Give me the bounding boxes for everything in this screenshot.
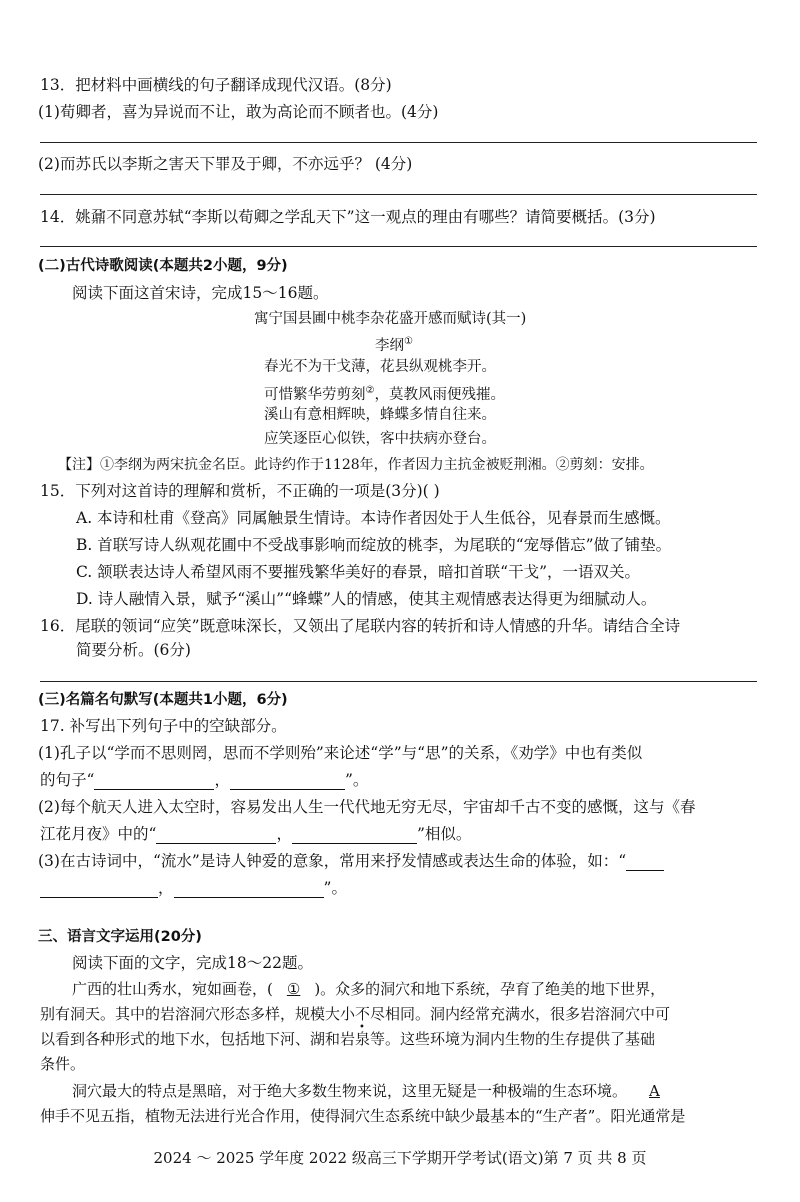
- poet: [375, 332, 413, 356]
- passage-p1-line1: [72, 979, 665, 999]
- q15-stem: 15．下列对这首诗的理解和赏析，不正确的一项是(3分)( ): [40, 482, 440, 500]
- q17-item-1-a: (1)孔子以“学而不思则罔，思而不学则殆”来论述“学”与“思”的关系，《劝学》中也有类似: [38, 744, 643, 762]
- q15-option-a: A. 本诗和杜甫《登高》同属触景生情诗。本诗作者因处于人生低谷，见春景而生感慨。: [76, 509, 671, 527]
- passage-p1-line3-a: 以看到各种形式的地下水，包括地下河、湖和岩: [40, 1030, 356, 1048]
- poem-line-2: [264, 381, 505, 405]
- fill-blank[interactable]: [94, 773, 214, 790]
- poem-line-4: 应笑逐臣心似铁，客中扶病亦登台。: [264, 431, 496, 447]
- q17-item-2-a: (2)每个航天人进入太空时，容易发出人生一代代地无穷无尽，宇宙却千古不变的感慨，这与《春: [38, 798, 696, 816]
- section2-heading: (二)古代诗歌阅读(本题共2小题，9分): [38, 258, 288, 274]
- passage-p1-a: 广西的壮山秀水，宛如画卷，(: [72, 980, 273, 998]
- q13-stem: 13．把材料中画横线的句子翻译成现代汉语。(8分): [40, 76, 392, 94]
- poet-name: 李纲: [375, 337, 404, 354]
- passage-p1-line3-b: 等。这些环境为洞内生物的生存提供了基础: [370, 1030, 656, 1048]
- q17-item-3-a: [38, 851, 664, 871]
- fill-blank[interactable]: [40, 881, 158, 898]
- q16-stem-line1: 16．尾联的领词“应笑”既意味深长，又领出了尾联内容的转折和诗人情感的升华。请结合全诗: [40, 617, 681, 635]
- q17-item-3-a-text: (3)在古诗词中，“流水”是诗人钟爱的意象，常用来抒发情感或表达生命的体验，如：“: [38, 852, 627, 870]
- passage-p2-a: 洞穴最大的特点是黑暗，对于绝大多数生物来说，这里无疑是一种极端的生态环境。: [72, 1082, 628, 1100]
- q13-item-1: (1)荀卿者，喜为异说而不让，敢为高论而不顾者也。(4分): [38, 103, 439, 121]
- blank-a[interactable]: A: [649, 1082, 660, 1100]
- passage-p1-line3: [40, 1029, 655, 1049]
- q15-option-b: B. 首联写诗人纵观花圃中不受战事影响而绽放的桃李，为尾联的“宠辱偕忘”做了铺垫。: [76, 536, 672, 554]
- q17-item-3-b-mid: ，: [158, 879, 174, 897]
- q17-item-2-b-pre: 江花月夜》中的“: [40, 825, 157, 843]
- fill-blank[interactable]: [174, 881, 324, 898]
- section2-instruction: 阅读下面这首宋诗，完成15～16题。: [72, 284, 329, 302]
- poem-title: 寓宁国县圃中桃李杂花盛开感而赋诗(其一): [254, 311, 527, 327]
- q17-item-1-b-end: ”。: [344, 771, 369, 789]
- poem-line-2-b: ，莫教风雨便残摧。: [374, 386, 505, 403]
- passage-p1-b: )。众多的洞穴和地下系统，孕育了绝美的地下世界，: [314, 980, 666, 998]
- poet-note-mark: ①: [404, 336, 413, 347]
- q13-item-2: (2)而苏氏以李斯之害天下罪及于卿，不亦远乎？ (4分): [38, 155, 413, 173]
- answer-line: [40, 246, 757, 247]
- q15-option-d: D. 诗人融情入景，赋予“溪山”“蜂蝶”人的情感，使其主观情感表达得更为细腻动人。: [76, 590, 657, 608]
- emphasis-char: 泉: [355, 1030, 371, 1048]
- q15-option-c: C. 颔联表达诗人希望风雨不要摧残繁华美好的春景，暗扣首联“干戈”，一语双关。: [76, 563, 641, 581]
- passage-p2-line1: [72, 1081, 682, 1101]
- poem-line-2-a: 可惜繁华劳剪刻: [264, 386, 366, 403]
- answer-line: [40, 681, 757, 682]
- poem-line-2-mark: ②: [365, 385, 375, 396]
- fill-blank[interactable]: [626, 854, 664, 871]
- passage-p2-line2: 伸手不见五指，植物无法进行光合作用，使得洞穴生态系统中缺少最基本的“生产者”。阳光通常是: [40, 1107, 686, 1125]
- q17-item-2-b: [40, 824, 471, 844]
- poem-note: 【注】①李纲为两宋抗金名臣。此诗约作于1128年，作者因力主抗金被贬荆湘。②剪刻：安排。: [58, 457, 654, 473]
- q17-item-2-b-mid: ，: [276, 825, 292, 843]
- q16-stem-line2: 简要分析。(6分): [76, 641, 191, 659]
- answer-line: [40, 142, 757, 143]
- section3-heading: (三)名篇名句默写(本题共1小题，6分): [38, 692, 288, 708]
- q14-stem: 14．姚鼐不同意苏轼“李斯以荀卿之学乱天下”这一观点的理由有哪些？请简要概括。(3分): [40, 208, 656, 226]
- q17-item-3-b-end: ”。: [323, 879, 347, 897]
- passage-p1-line4: 条件。: [40, 1055, 86, 1073]
- fill-blank[interactable]: [230, 773, 345, 790]
- poem-line-1: 春光不为干戈薄，花县纵观桃李开。: [264, 359, 496, 375]
- fill-blank[interactable]: [156, 827, 276, 844]
- q17-item-1-b-pre: 的句子“: [40, 771, 95, 789]
- q17-item-2-b-end: ”相似。: [416, 825, 472, 843]
- fill-blank[interactable]: [292, 827, 417, 844]
- passage-p1-line2: 别有洞天。其中的岩溶洞穴形态多样，规模大小不尽相同。洞内经常充满水，很多岩溶洞穴中可: [40, 1005, 671, 1023]
- poem-line-3: 溪山有意相辉映，蜂蝶多情自往来。: [264, 407, 496, 423]
- q17-item-1-b: [40, 770, 368, 790]
- q17-item-3-b: [40, 878, 347, 898]
- blank-1[interactable]: ①: [286, 980, 301, 998]
- q17-item-1-b-mid: ，: [214, 771, 230, 789]
- part3-heading: 三、语言文字运用(20分): [38, 929, 202, 945]
- q17-stem: 17. 补写出下列句子中的空缺部分。: [40, 717, 287, 735]
- page-footer: 2024 ～ 2025 学年度 2022 级高三下学期开学考试(语文)第 7 页 共 8 页: [153, 1149, 647, 1167]
- part3-instruction: 阅读下面的文字，完成18～22题。: [72, 954, 313, 972]
- answer-line: [40, 194, 757, 195]
